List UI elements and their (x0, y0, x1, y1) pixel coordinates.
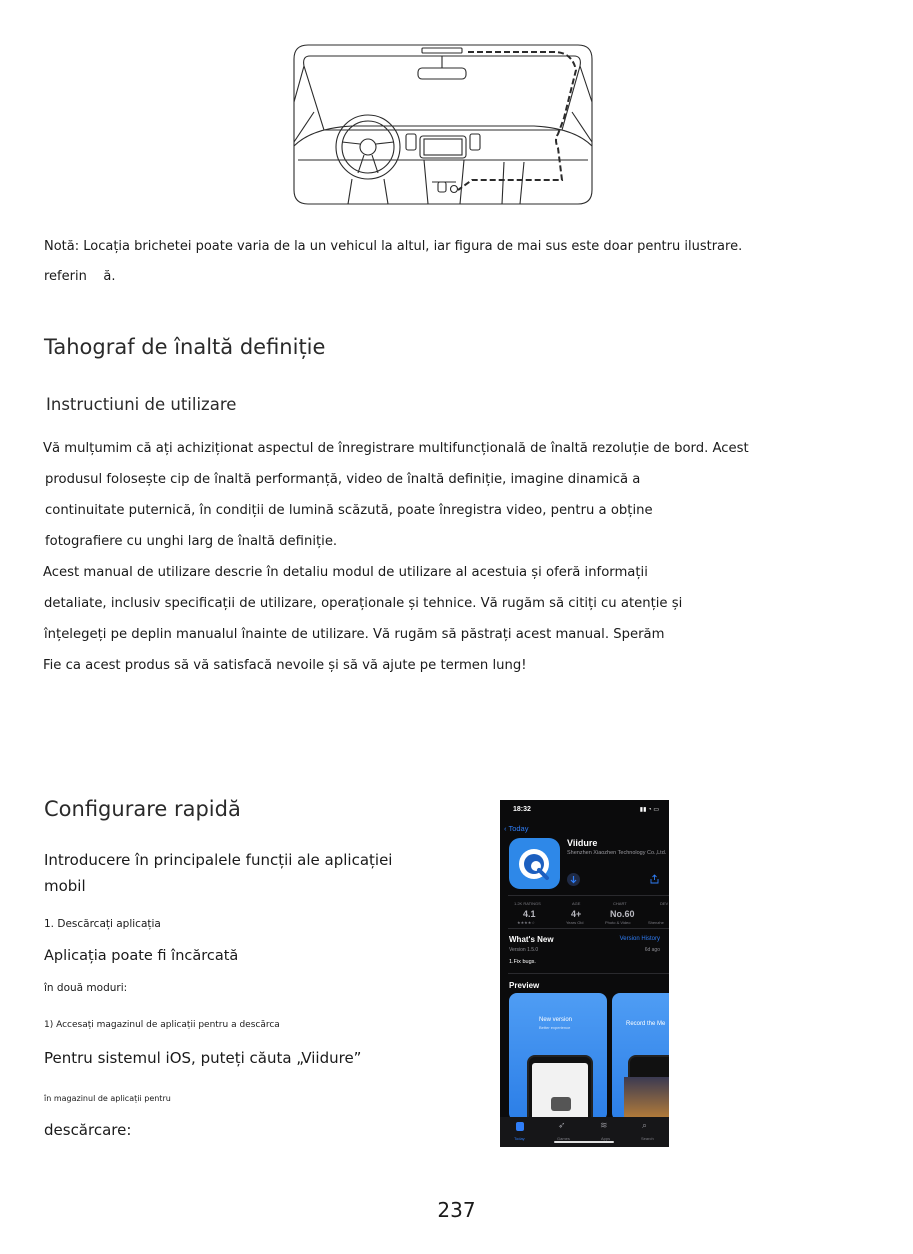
app-availability: Aplicația poate fi încărcată (44, 948, 239, 964)
download-label: descărcare: (44, 1121, 132, 1139)
divider (508, 895, 669, 896)
tab-search[interactable]: Search (641, 1136, 654, 1141)
card-title: Record the Me (626, 1021, 666, 1027)
stat-sub: Photo & Video (605, 920, 631, 925)
viidure-app-icon (509, 838, 560, 889)
app-intro-line-2: mobil (44, 877, 86, 895)
search-icon[interactable]: ⌕ (642, 1120, 648, 1130)
paragraph-line: fotografiere cu unghi larg de înaltă definiție. (45, 534, 338, 549)
app-name: Viidure (567, 838, 598, 848)
tab-games[interactable]: Games (557, 1136, 570, 1141)
paragraph-line: detaliate, inclusiv specificații de utilizare, operaționale și tehnice. Vă rugăm să citiți cu atenție și (44, 596, 683, 611)
stat-value: 4+ (571, 909, 582, 919)
note-line-1: Notă: Locația brichetei poate varia de la un vehicul la altul, iar figura de mai sus este doar pentru ilustrare. (44, 239, 743, 254)
phone-mockup (628, 1055, 669, 1121)
divider (508, 973, 669, 974)
back-label: Today (508, 824, 529, 833)
status-time: 18:32 (513, 806, 531, 813)
phone-mockup (527, 1055, 593, 1121)
stat-header: AGE (572, 901, 581, 906)
download-button[interactable] (567, 873, 580, 886)
stat-header: 1.2K RATINGS (514, 901, 541, 906)
intro-paragraph (43, 437, 863, 685)
in-app-store-text: în magazinul de aplicații pentru (44, 1094, 171, 1103)
stat-header: CHART (613, 901, 627, 906)
paragraph-line: Fie ca acest produs să vă satisfacă nevoile și să vă ajute pe termen lung! (43, 658, 527, 673)
two-ways-text: în două moduri: (44, 982, 128, 994)
stat-sub: Years Old (566, 920, 584, 925)
paragraph-line: produsul folosește cip de înaltă performanță, video de înaltă definiție, imagine dinamică a (45, 472, 641, 487)
section-title-quick-setup: Configurare rapidă (44, 797, 241, 821)
stat-sub: Shenzhe (648, 920, 664, 925)
preview-heading: Preview (509, 981, 540, 990)
card-subtitle: Better experience (539, 1025, 571, 1030)
app-developer: Shenzhen Xiaozhen Technology Co.,Ltd. (567, 850, 667, 856)
car-dashboard-illustration (292, 42, 594, 206)
night-city-image (624, 1077, 669, 1117)
step-download-app: 1. Descărcați aplicația (44, 918, 161, 930)
app-store-screenshot (500, 800, 669, 1147)
tab-bar (500, 1117, 669, 1147)
stat-value: No.60 (610, 909, 635, 919)
note-line-2: referin ă. (44, 269, 116, 284)
home-indicator (554, 1141, 614, 1143)
version-age: 6d ago (644, 947, 660, 953)
back-today-link[interactable] (504, 824, 528, 833)
dashcam-image (551, 1097, 571, 1111)
divider (508, 928, 669, 929)
version-label: Version 1.5.0 (509, 947, 539, 953)
share-icon[interactable] (650, 874, 659, 884)
preview-card-1[interactable] (509, 993, 607, 1121)
stat-header: DEV (660, 901, 669, 906)
paragraph-line: înțelegeți pe deplin manualul înainte de utilizare. Vă rugăm să păstrați acest manual. Sperăm (44, 627, 665, 642)
paragraph-line: Vă mulțumim că ați achiziționat aspectul de înregistrare multifuncțională de înaltă rezoluție de bord. Acest (43, 441, 749, 456)
paragraph-line: Acest manual de utilizare descrie în detaliu modul de utilizare al acestuia și oferă informații (43, 565, 648, 580)
preview-card-2[interactable] (612, 993, 669, 1121)
stat-value: 4.1 (523, 909, 536, 919)
page-number: 237 (437, 1198, 476, 1222)
today-icon[interactable] (516, 1122, 524, 1131)
rocket-icon[interactable]: ➶ (558, 1120, 566, 1130)
tab-apps[interactable]: Apps (601, 1136, 611, 1141)
way-app-store: 1) Accesați magazinul de aplicații pentru a descărca (44, 1020, 280, 1030)
card-title: New version (539, 1017, 573, 1023)
section-title-dashcam: Tahograf de înaltă definiție (44, 335, 326, 359)
paragraph-line: continuitate puternică, în condiții de lumină scăzută, poate înregistra video, pentru a obține (45, 503, 653, 518)
stat-sub: ★★★★☆ (517, 920, 535, 925)
release-notes: 1.Fix bugs. (509, 959, 536, 965)
version-history-link[interactable]: Version History (619, 936, 660, 942)
app-intro-line-1: Introducere în principalele funcții ale aplicației (44, 851, 393, 869)
chevron-left-icon: ‹ (504, 824, 509, 833)
note-text (44, 232, 864, 292)
section-subtitle-instructions: Instructiuni de utilizare (46, 395, 237, 414)
tab-today[interactable]: Today (514, 1136, 525, 1141)
apps-stack-icon[interactable]: ≋ (600, 1120, 608, 1130)
ios-search-text: Pentru sistemul iOS, puteți căuta „Viidure” (44, 1049, 362, 1067)
status-icons: ▮▮ ◔ ▭ (639, 807, 659, 813)
whats-new-heading: What's New (509, 935, 554, 944)
